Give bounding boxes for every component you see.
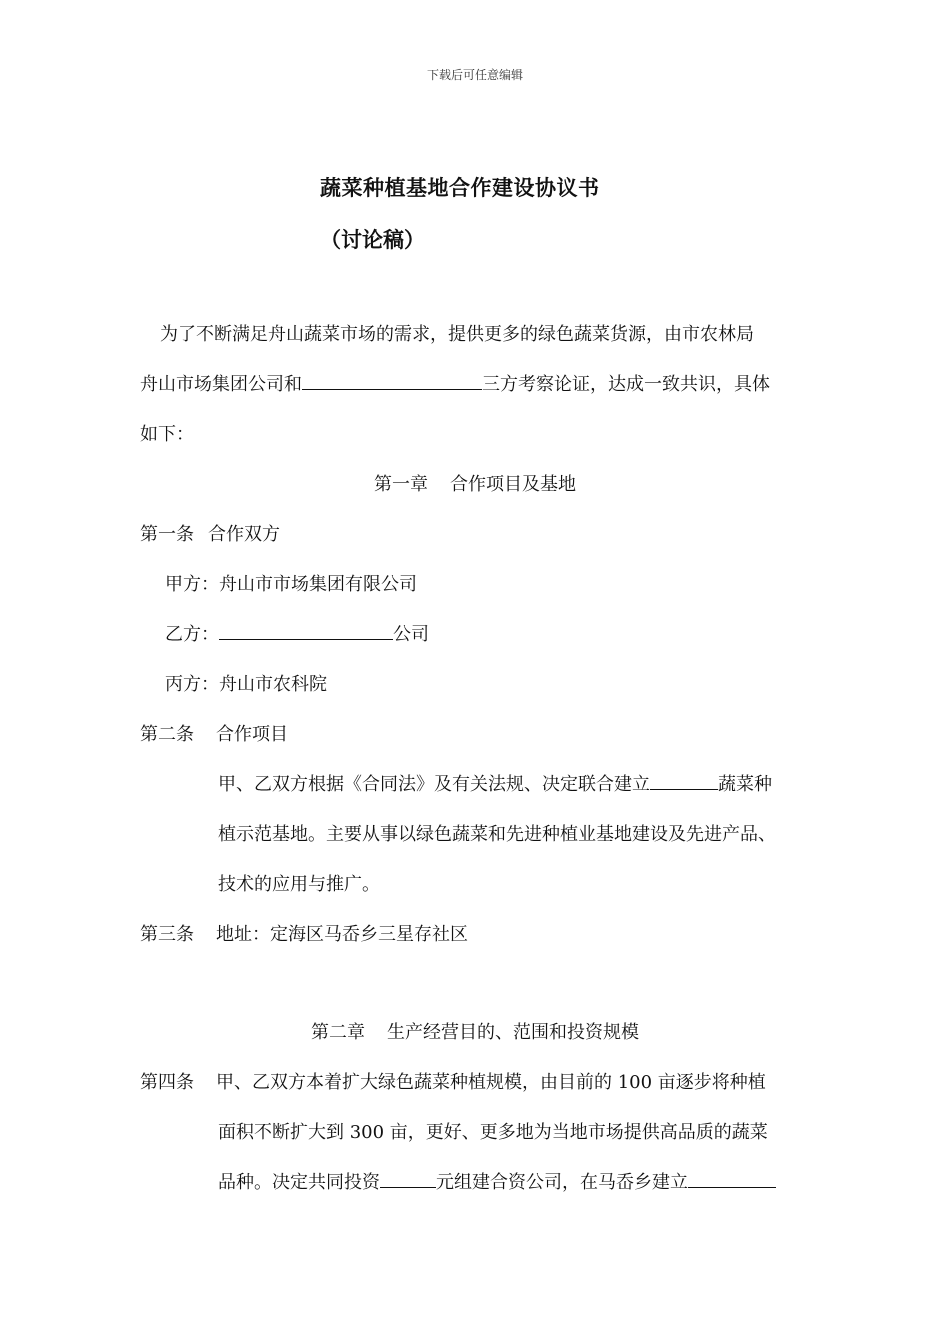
article-3-text: 地址：定海区马岙乡三星存社区	[216, 924, 468, 945]
intro-line-3: 如下：	[140, 424, 194, 445]
article-1-heading	[140, 523, 280, 547]
chapter-1-heading	[0, 473, 950, 497]
chapter-2-heading	[0, 1021, 950, 1045]
intro-line-2	[140, 373, 770, 397]
article-4-line-3-start: 品种。决定共同投资	[218, 1172, 380, 1193]
article-2-line-3: 技术的应用与推广。	[218, 874, 380, 895]
party-b-label: 乙方：	[165, 624, 219, 645]
intro-line-2-end: 三方考察论证，达成一致共识，具体	[482, 374, 770, 395]
investment-blank	[380, 1171, 436, 1188]
article-2-title: 合作项目	[216, 724, 288, 745]
party-c: 丙方：舟山市农科院	[165, 674, 327, 695]
chapter-1-number: 第一章	[374, 474, 428, 495]
article-2-line-1-end: 蔬菜种	[718, 774, 772, 795]
document-title: 蔬菜种植基地合作建设协议书	[320, 175, 600, 200]
location-blank	[688, 1171, 776, 1188]
article-4-line-3	[218, 1171, 776, 1195]
article-1-title: 合作双方	[208, 524, 280, 545]
article-4-line-1	[140, 1071, 766, 1095]
article-3	[140, 923, 468, 947]
article-2-line-1-start: 甲、乙双方根据《合同法》及有关法规、决定联合建立	[218, 774, 650, 795]
cooperator-blank	[302, 373, 482, 390]
party-b-suffix: 公司	[393, 624, 429, 645]
document-subtitle: （讨论稿）	[320, 227, 425, 252]
chapter-2-title: 生产经营目的、范围和投资规模	[387, 1022, 639, 1043]
article-2-heading	[140, 723, 288, 747]
article-4-line-1-text: 甲、乙双方本着扩大绿色蔬菜种植规模，由目前的 100 亩逐步将种植	[216, 1072, 766, 1093]
article-1-number: 第一条	[140, 524, 194, 545]
chapter-2-number: 第二章	[311, 1022, 365, 1043]
article-2-line-2: 植示范基地。主要从事以绿色蔬菜和先进种植业基地建设及先进产品、	[218, 824, 776, 845]
chapter-1-title: 合作项目及基地	[450, 474, 576, 495]
party-b-blank	[219, 623, 393, 640]
article-4-number: 第四条	[140, 1072, 194, 1093]
article-4-line-3-mid: 元组建合资公司，在马岙乡建立	[436, 1172, 688, 1193]
base-name-blank	[650, 773, 718, 790]
party-b	[165, 623, 429, 647]
article-4-line-2: 面积不断扩大到 300 亩，更好、更多地为当地市场提供高品质的蔬菜	[218, 1122, 768, 1143]
article-3-number: 第三条	[140, 924, 194, 945]
header-note: 下载后可任意编辑	[426, 68, 523, 82]
party-a: 甲方：舟山市市场集团有限公司	[165, 574, 417, 595]
article-2-line-1	[218, 773, 772, 797]
intro-line-2-start: 舟山市场集团公司和	[140, 374, 302, 395]
intro-line-1: 为了不断满足舟山蔬菜市场的需求，提供更多的绿色蔬菜货源，由市农林局	[160, 324, 754, 345]
article-2-number: 第二条	[140, 724, 194, 745]
